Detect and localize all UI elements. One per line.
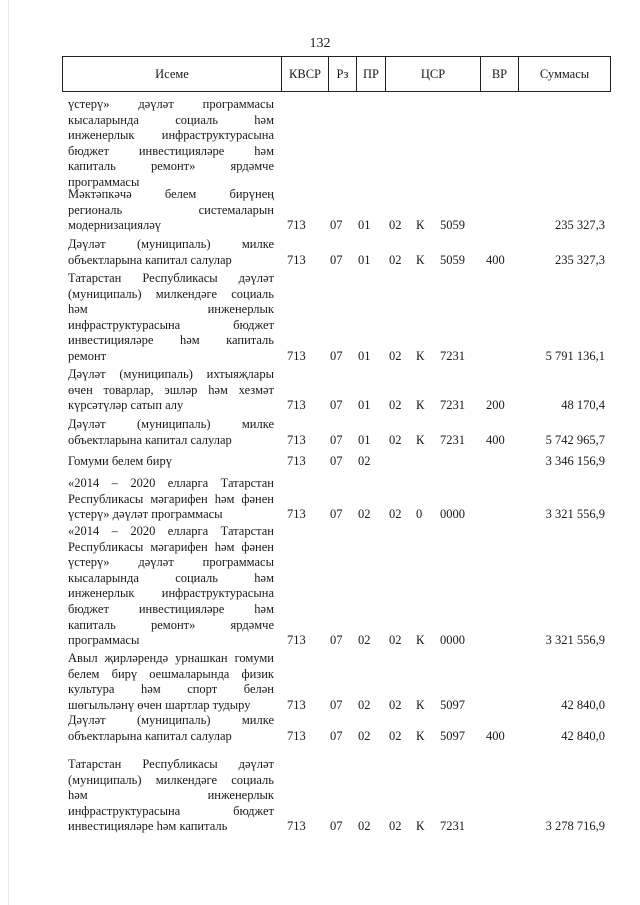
cell-c2: К [416,697,425,712]
row-name-line: һәм инженерлык [68,788,274,803]
table-row [62,524,611,649]
row-name-line: Татарстан Республикасы дәүләт [68,271,274,285]
row-name-line: (муниципаль) милкендәге социаль [68,286,274,301]
cell-pr: 01 [358,432,371,447]
cell-kvsr: 713 [287,432,306,447]
header-sum: Суммасы [518,57,610,91]
cell-pr: 02 [358,819,371,834]
row-name [68,454,274,470]
cell-rz: 07 [330,454,343,468]
cell-c3: 5097 [440,697,465,712]
row-name-line: «2014 – 2020 елларга Татарстан [68,476,274,490]
cell-kvsr: 713 [287,349,306,363]
row-name-line: кысаларында социаль һәм [68,570,274,585]
cell-c1: 02 [389,432,402,447]
row-name [68,187,274,234]
cell-c3: 5097 [440,728,465,743]
cell-pr: 02 [358,633,371,648]
row-name-line: инфраструктурасына бюджет [68,317,274,332]
cell-sum: 235 327,3 [555,218,605,233]
table-row [62,271,611,365]
row-name-line: инвестицияләре һәм капиталь [68,819,228,834]
cell-c1: 02 [389,349,402,363]
row-name-line: өчен товарлар, эшләр һәм хезмәт [68,382,274,397]
row-name-line: бюджет инвестицияләре һәм [68,143,274,158]
cell-kvsr: 713 [287,252,306,267]
row-name-line: Авыл җирләрендә урнашкан гомуми [68,651,274,665]
row-name [68,524,274,649]
cell-c2: К [416,349,425,363]
cell-rz: 07 [330,507,343,522]
cell-c1: 02 [389,507,402,522]
cell-c2: К [416,432,425,447]
row-name-line: инвестицияләре һәм капиталь [68,333,274,348]
cell-kvsr: 713 [287,697,306,712]
cell-rz: 07 [330,819,343,834]
cell-kvsr: 713 [287,633,306,648]
row-name-line: күрсәтүләр сатып алу [68,398,184,413]
row-name-line: программасы [68,174,140,189]
cell-rz: 07 [330,697,343,712]
row-name-line: объектларына капитал салулар [68,432,232,447]
cell-c1: 02 [389,252,402,267]
row-name-line: Дәүләт (муниципаль) милке [68,417,274,431]
table-row [62,454,611,470]
cell-c3: 7231 [440,398,465,413]
cell-c1: 02 [389,398,402,413]
cell-kvsr: 713 [287,819,306,834]
cell-pr: 01 [358,349,371,363]
row-name-line: объектларына капитал салулар [68,728,232,743]
row-name-line: Дәүләт (муниципаль) милке [68,713,274,727]
header-name: Исеме [155,67,189,81]
header-rz: Рз [328,57,356,91]
row-name-line: Республикасы мәгарифен һәм фәнен [68,539,274,554]
page-edge-line [8,0,9,905]
row-name-line: программасы [68,633,140,648]
cell-c1: 02 [389,728,402,743]
header-kvsr: КВСР [281,57,328,91]
cell-rz: 07 [330,218,343,233]
cell-c2: К [416,252,425,267]
cell-c2: К [416,633,425,648]
cell-kvsr: 713 [287,218,306,233]
row-name-line: объектларына капитал салулар [68,252,232,267]
cell-sum: 235 327,3 [555,252,605,267]
cell-c3: 7231 [440,432,465,447]
row-name-line: үстерү» дәүләт программасы [68,555,274,570]
row-name-line: бюджет инвестицияләре һәм [68,601,274,616]
row-name-line: кысаларында социаль һәм [68,112,274,127]
cell-c3: 5059 [440,218,465,233]
cell-c2: К [416,728,425,743]
cell-rz: 07 [330,633,343,648]
row-name-line: «2014 – 2020 елларга Татарстан [68,524,274,538]
cell-kvsr: 713 [287,398,306,413]
cell-sum: 5 742 965,7 [545,432,605,447]
row-name-line: инженерлык инфраструктурасына [68,128,274,143]
row-name-line: белем бирү оешмаларында физик [68,666,274,681]
cell-c1: 02 [389,819,402,834]
cell-kvsr: 713 [287,728,306,743]
cell-c3: 0000 [440,633,465,648]
table-row [62,651,611,713]
row-name-line: (муниципаль) милкендәге социаль [68,772,274,787]
row-name [68,713,274,744]
cell-c2: 0 [416,507,423,522]
page-number: 132 [309,36,331,51]
cell-rz: 07 [330,432,343,447]
row-name-line: культура һәм спорт белән [68,682,274,697]
row-name-line: һәм инженерлык [68,302,274,317]
cell-rz: 07 [330,398,343,413]
row-name-line: модернизацияләү [68,218,161,233]
table-row [62,757,611,835]
row-name-line: капиталь ремонт» ярдәмче [68,159,274,174]
header-csr: ЦСР [385,57,480,91]
cell-c1: 02 [389,218,402,233]
cell-c2: К [416,218,425,233]
cell-pr: 02 [358,507,371,522]
row-name-line: капиталь ремонт» ярдәмче [68,617,274,632]
cell-vr: 400 [486,252,505,267]
cell-c3: 5059 [440,252,465,267]
table-row [62,97,611,191]
cell-c1: 02 [389,697,402,712]
row-name-line: инфраструктурасына бюджет [68,803,274,818]
cell-kvsr: 713 [287,454,306,468]
cell-rz: 07 [330,252,343,267]
table-row [62,476,611,523]
table-row [62,187,611,234]
cell-kvsr: 713 [287,507,306,522]
cell-pr: 01 [358,398,371,413]
row-name-line: Дәүләт (муниципаль) милке [68,237,274,251]
cell-pr: 02 [358,454,371,468]
row-name-line: Татарстан Республикасы дәүләт [68,757,274,771]
cell-sum: 42 840,0 [561,728,605,743]
cell-pr: 01 [358,252,371,267]
table-row [62,367,611,414]
cell-c3: 7231 [440,349,465,363]
row-name-line: Мәктәпкәчә белем бирүнең [68,187,274,201]
table-row [62,417,611,448]
cell-sum: 3 321 556,9 [545,633,605,648]
table-row [62,237,611,268]
cell-pr: 01 [358,218,371,233]
cell-c3: 0000 [440,507,465,522]
cell-c1: 02 [389,633,402,648]
row-name-line: региональ системаларын [68,202,274,217]
row-name-line: Республикасы мәгарифен һәм фәнен [68,491,274,506]
row-name-line: шөгыльләнү өчен шартлар тудыру [68,697,251,712]
cell-pr: 02 [358,697,371,712]
cell-sum: 3 346 156,9 [545,454,605,468]
row-name [68,367,274,414]
table-row [62,713,611,744]
row-name [68,476,274,523]
cell-sum: 48 170,4 [561,398,605,413]
cell-sum: 3 278 716,9 [545,819,605,834]
row-name [68,651,274,713]
header-pr: ПР [356,57,385,91]
cell-sum: 42 840,0 [561,697,605,712]
row-name-line: Дәүләт (муниципаль) ихтыяҗлары [68,367,274,381]
cell-sum: 3 321 556,9 [545,507,605,522]
cell-vr: 400 [486,728,505,743]
cell-pr: 02 [358,728,371,743]
row-name-line: ремонт [68,348,107,363]
row-name-line: Гомуми белем бирү [68,454,172,468]
table-header [62,56,611,92]
cell-vr: 200 [486,398,505,413]
row-name-line: үстерү» дәүләт программасы [68,507,223,522]
row-name-line: үстерү» дәүләт программасы [68,97,274,111]
cell-c2: К [416,398,425,413]
header-vr: ВР [480,57,518,91]
row-name [68,237,274,268]
cell-c2: К [416,819,425,834]
cell-c3: 7231 [440,819,465,834]
cell-rz: 07 [330,349,343,363]
row-name [68,757,274,835]
cell-sum: 5 791 136,1 [545,349,605,363]
cell-rz: 07 [330,728,343,743]
row-name-line: инженерлык инфраструктурасына [68,586,274,601]
row-name [68,417,274,448]
row-name [68,97,274,191]
row-name [68,271,274,365]
cell-vr: 400 [486,432,505,447]
